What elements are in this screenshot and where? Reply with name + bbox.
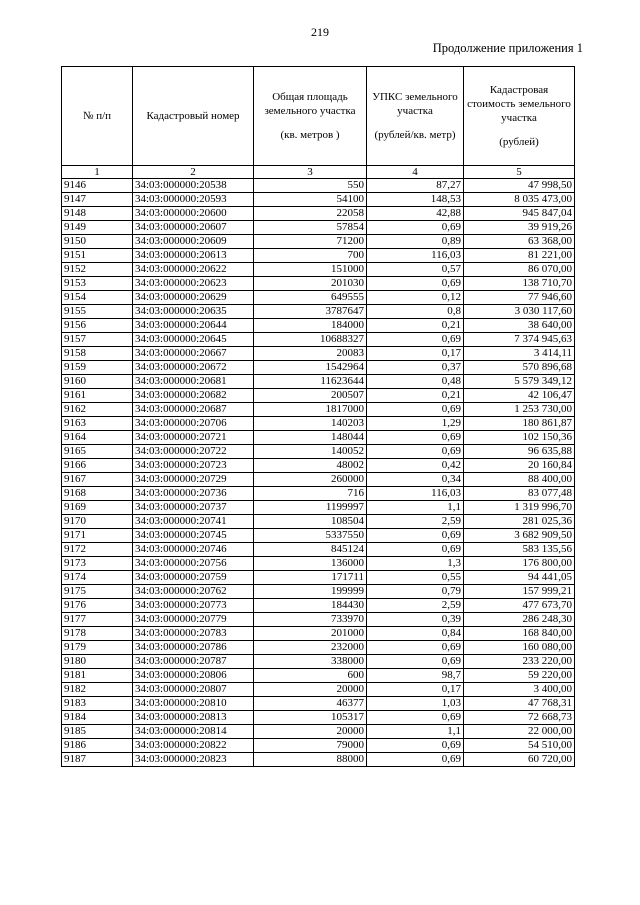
upks-cell: 1,1 <box>367 501 464 515</box>
cadastral-number-cell: 34:03:000000:20779 <box>133 613 254 627</box>
cadastral-number-cell: 34:03:000000:20813 <box>133 711 254 725</box>
row-number-cell: 9171 <box>62 529 133 543</box>
cadastral-number-cell: 34:03:000000:20622 <box>133 263 254 277</box>
table-row <box>62 599 575 613</box>
row-number-cell: 9163 <box>62 417 133 431</box>
upks-cell: 0,69 <box>367 641 464 655</box>
header-cadastral-value-unit: (рублей) <box>499 136 539 148</box>
area-cell: 201030 <box>254 277 367 291</box>
row-number-cell: 9158 <box>62 347 133 361</box>
cadastral-number-cell: 34:03:000000:20822 <box>133 739 254 753</box>
cadastral-number-cell: 34:03:000000:20687 <box>133 403 254 417</box>
table-row <box>62 683 575 697</box>
cadastral-number-cell: 34:03:000000:20623 <box>133 277 254 291</box>
header-total-area-unit: (кв. метров ) <box>280 129 340 141</box>
cadastral-number-cell: 34:03:000000:20538 <box>133 179 254 193</box>
cadastral-value-cell: 7 374 945,63 <box>464 333 575 347</box>
area-cell: 5337550 <box>254 529 367 543</box>
table-body <box>62 179 575 767</box>
table-row <box>62 515 575 529</box>
cadastral-value-cell: 88 400,00 <box>464 473 575 487</box>
cadastral-number-cell: 34:03:000000:20706 <box>133 417 254 431</box>
area-cell: 22058 <box>254 207 367 221</box>
area-cell: 1542964 <box>254 361 367 375</box>
cadastral-number-cell: 34:03:000000:20786 <box>133 641 254 655</box>
cadastral-value-cell: 3 030 117,60 <box>464 305 575 319</box>
cadastral-value-cell: 77 946,60 <box>464 291 575 305</box>
area-cell: 171711 <box>254 571 367 585</box>
cadastral-value-cell: 286 248,30 <box>464 613 575 627</box>
header-upks <box>367 67 464 166</box>
row-number-cell: 9173 <box>62 557 133 571</box>
row-number-cell: 9186 <box>62 739 133 753</box>
area-cell: 11623644 <box>254 375 367 389</box>
upks-cell: 0,69 <box>367 655 464 669</box>
cadastral-value-cell: 38 640,00 <box>464 319 575 333</box>
table-row <box>62 753 575 767</box>
area-cell: 20083 <box>254 347 367 361</box>
row-number-cell: 9176 <box>62 599 133 613</box>
row-number-cell: 9154 <box>62 291 133 305</box>
row-number-cell: 9150 <box>62 235 133 249</box>
table-row <box>62 375 575 389</box>
area-cell: 338000 <box>254 655 367 669</box>
cadastral-number-cell: 34:03:000000:20609 <box>133 235 254 249</box>
table-row <box>62 557 575 571</box>
row-number-cell: 9161 <box>62 389 133 403</box>
header-cadastral-value-title: Кадастровая стоимость земельного участка <box>467 84 571 124</box>
cadastral-value-cell: 5 579 349,12 <box>464 375 575 389</box>
area-cell: 148044 <box>254 431 367 445</box>
table-row <box>62 543 575 557</box>
upks-cell: 0,39 <box>367 613 464 627</box>
upks-cell: 0,69 <box>367 445 464 459</box>
table-row <box>62 739 575 753</box>
row-number-cell: 9170 <box>62 515 133 529</box>
upks-cell: 0,69 <box>367 711 464 725</box>
row-number-cell: 9179 <box>62 641 133 655</box>
area-cell: 88000 <box>254 753 367 767</box>
cadastral-value-cell: 138 710,70 <box>464 277 575 291</box>
cadastral-number-cell: 34:03:000000:20607 <box>133 221 254 235</box>
header-row-number: № п/п <box>62 67 133 166</box>
table-row <box>62 725 575 739</box>
row-number-cell: 9172 <box>62 543 133 557</box>
area-cell: 184430 <box>254 599 367 613</box>
table-row <box>62 655 575 669</box>
cadastral-value-cell: 160 080,00 <box>464 641 575 655</box>
cadastral-value-cell: 20 160,84 <box>464 459 575 473</box>
upks-cell: 116,03 <box>367 249 464 263</box>
cadastral-value-cell: 63 368,00 <box>464 235 575 249</box>
table-row <box>62 641 575 655</box>
area-cell: 184000 <box>254 319 367 333</box>
row-number-cell: 9152 <box>62 263 133 277</box>
table-row <box>62 263 575 277</box>
area-cell: 199999 <box>254 585 367 599</box>
area-cell: 105317 <box>254 711 367 725</box>
column-number: 2 <box>133 166 254 179</box>
row-number-cell: 9184 <box>62 711 133 725</box>
area-cell: 20000 <box>254 725 367 739</box>
upks-cell: 116,03 <box>367 487 464 501</box>
cadastral-value-cell: 22 000,00 <box>464 725 575 739</box>
cadastral-number-cell: 34:03:000000:20629 <box>133 291 254 305</box>
area-cell: 10688327 <box>254 333 367 347</box>
cadastral-value-cell: 477 673,70 <box>464 599 575 613</box>
upks-cell: 0,55 <box>367 571 464 585</box>
table-row <box>62 403 575 417</box>
cadastral-number-cell: 34:03:000000:20613 <box>133 249 254 263</box>
row-number-cell: 9147 <box>62 193 133 207</box>
cadastral-number-cell: 34:03:000000:20806 <box>133 669 254 683</box>
cadastral-value-cell: 81 221,00 <box>464 249 575 263</box>
column-number: 3 <box>254 166 367 179</box>
table-row <box>62 697 575 711</box>
cadastral-value-cell: 583 135,56 <box>464 543 575 557</box>
column-number: 1 <box>62 166 133 179</box>
table-row <box>62 571 575 585</box>
header-total-area-title: Общая площадь земельного участка <box>264 91 356 117</box>
header-cadastral-value <box>464 67 575 166</box>
table-row <box>62 389 575 403</box>
cadastral-number-cell: 34:03:000000:20667 <box>133 347 254 361</box>
area-cell: 200507 <box>254 389 367 403</box>
area-cell: 108504 <box>254 515 367 529</box>
cadastral-number-cell: 34:03:000000:20773 <box>133 599 254 613</box>
area-cell: 136000 <box>254 557 367 571</box>
row-number-cell: 9185 <box>62 725 133 739</box>
table-row <box>62 361 575 375</box>
row-number-cell: 9187 <box>62 753 133 767</box>
table-row <box>62 249 575 263</box>
cadastral-value-cell: 157 999,21 <box>464 585 575 599</box>
cadastral-value-cell: 72 668,73 <box>464 711 575 725</box>
cadastral-number-cell: 34:03:000000:20787 <box>133 655 254 669</box>
cadastral-number-cell: 34:03:000000:20672 <box>133 361 254 375</box>
table-row <box>62 179 575 193</box>
cadastral-value-cell: 59 220,00 <box>464 669 575 683</box>
table-row <box>62 221 575 235</box>
table-row <box>62 347 575 361</box>
area-cell: 54100 <box>254 193 367 207</box>
area-cell: 201000 <box>254 627 367 641</box>
upks-cell: 0,21 <box>367 319 464 333</box>
upks-cell: 0,17 <box>367 683 464 697</box>
table-row <box>62 459 575 473</box>
row-number-cell: 9160 <box>62 375 133 389</box>
cadastral-number-cell: 34:03:000000:20723 <box>133 459 254 473</box>
row-number-cell: 9146 <box>62 179 133 193</box>
upks-cell: 0,69 <box>367 403 464 417</box>
cadastral-value-cell: 945 847,04 <box>464 207 575 221</box>
row-number-cell: 9166 <box>62 459 133 473</box>
table-row <box>62 235 575 249</box>
cadastral-number-cell: 34:03:000000:20745 <box>133 529 254 543</box>
header-total-area <box>254 67 367 166</box>
cadastral-number-cell: 34:03:000000:20645 <box>133 333 254 347</box>
area-cell: 649555 <box>254 291 367 305</box>
cadastral-value-cell: 54 510,00 <box>464 739 575 753</box>
table-row <box>62 417 575 431</box>
area-cell: 232000 <box>254 641 367 655</box>
cadastral-number-cell: 34:03:000000:20736 <box>133 487 254 501</box>
upks-cell: 148,53 <box>367 193 464 207</box>
row-number-cell: 9149 <box>62 221 133 235</box>
cadastral-value-cell: 42 106,47 <box>464 389 575 403</box>
row-number-cell: 9164 <box>62 431 133 445</box>
upks-cell: 0,48 <box>367 375 464 389</box>
table-row <box>62 319 575 333</box>
table-row <box>62 431 575 445</box>
cadastral-value-cell: 1 319 996,70 <box>464 501 575 515</box>
cadastral-value-cell: 60 720,00 <box>464 753 575 767</box>
cadastral-value-cell: 570 896,68 <box>464 361 575 375</box>
continuation-note: Продолжение приложения 1 <box>432 41 583 55</box>
row-number-cell: 9182 <box>62 683 133 697</box>
table-row <box>62 529 575 543</box>
table-row <box>62 669 575 683</box>
upks-cell: 0,57 <box>367 263 464 277</box>
upks-cell: 0,69 <box>367 739 464 753</box>
row-number-cell: 9175 <box>62 585 133 599</box>
upks-cell: 0,69 <box>367 529 464 543</box>
upks-cell: 0,69 <box>367 221 464 235</box>
row-number-cell: 9157 <box>62 333 133 347</box>
upks-cell: 0,42 <box>367 459 464 473</box>
cadastral-number-cell: 34:03:000000:20807 <box>133 683 254 697</box>
area-cell: 1817000 <box>254 403 367 417</box>
row-number-cell: 9181 <box>62 669 133 683</box>
upks-cell: 0,21 <box>367 389 464 403</box>
area-cell: 151000 <box>254 263 367 277</box>
area-cell: 3787647 <box>254 305 367 319</box>
cadastral-value-cell: 86 070,00 <box>464 263 575 277</box>
cadastral-number-cell: 34:03:000000:20746 <box>133 543 254 557</box>
row-number-cell: 9148 <box>62 207 133 221</box>
cadastral-value-cell: 3 682 909,50 <box>464 529 575 543</box>
row-number-cell: 9151 <box>62 249 133 263</box>
cadastral-value-cell: 83 077,48 <box>464 487 575 501</box>
area-cell: 20000 <box>254 683 367 697</box>
row-number-cell: 9183 <box>62 697 133 711</box>
upks-cell: 0,17 <box>367 347 464 361</box>
column-number: 4 <box>367 166 464 179</box>
upks-cell: 0,69 <box>367 753 464 767</box>
area-cell: 140052 <box>254 445 367 459</box>
cadastral-number-cell: 34:03:000000:20721 <box>133 431 254 445</box>
upks-cell: 2,59 <box>367 515 464 529</box>
area-cell: 140203 <box>254 417 367 431</box>
cadastral-number-cell: 34:03:000000:20814 <box>133 725 254 739</box>
table-row <box>62 277 575 291</box>
table-row <box>62 473 575 487</box>
table-row <box>62 501 575 515</box>
table-row <box>62 333 575 347</box>
table-row <box>62 291 575 305</box>
upks-cell: 0,12 <box>367 291 464 305</box>
cadastral-value-cell: 3 400,00 <box>464 683 575 697</box>
table-row <box>62 207 575 221</box>
cadastral-number-cell: 34:03:000000:20600 <box>133 207 254 221</box>
row-number-cell: 9168 <box>62 487 133 501</box>
table-row <box>62 445 575 459</box>
upks-cell: 0,69 <box>367 277 464 291</box>
row-number-cell: 9159 <box>62 361 133 375</box>
header-cadastral-number: Кадастровый номер <box>133 67 254 166</box>
cadastral-number-cell: 34:03:000000:20737 <box>133 501 254 515</box>
cadastral-value-cell: 180 861,87 <box>464 417 575 431</box>
upks-cell: 0,79 <box>367 585 464 599</box>
column-number-row <box>62 166 575 179</box>
table-row <box>62 487 575 501</box>
area-cell: 700 <box>254 249 367 263</box>
upks-cell: 0,34 <box>367 473 464 487</box>
upks-cell: 0,84 <box>367 627 464 641</box>
table-header-row <box>62 67 575 166</box>
upks-cell: 1,29 <box>367 417 464 431</box>
row-number-cell: 9178 <box>62 627 133 641</box>
row-number-cell: 9167 <box>62 473 133 487</box>
area-cell: 260000 <box>254 473 367 487</box>
area-cell: 845124 <box>254 543 367 557</box>
cadastral-value-cell: 3 414,11 <box>464 347 575 361</box>
area-cell: 716 <box>254 487 367 501</box>
table-row <box>62 305 575 319</box>
table-row <box>62 193 575 207</box>
cadastral-value-cell: 47 768,31 <box>464 697 575 711</box>
row-number-cell: 9155 <box>62 305 133 319</box>
cadastral-value-cell: 96 635,88 <box>464 445 575 459</box>
cadastral-value-cell: 94 441,05 <box>464 571 575 585</box>
area-cell: 550 <box>254 179 367 193</box>
cadastral-number-cell: 34:03:000000:20682 <box>133 389 254 403</box>
page-number: 219 <box>311 25 329 39</box>
cadastral-number-cell: 34:03:000000:20823 <box>133 753 254 767</box>
area-cell: 71200 <box>254 235 367 249</box>
upks-cell: 0,37 <box>367 361 464 375</box>
upks-cell: 42,88 <box>367 207 464 221</box>
cadastral-number-cell: 34:03:000000:20729 <box>133 473 254 487</box>
upks-cell: 1,03 <box>367 697 464 711</box>
cadastral-number-cell: 34:03:000000:20762 <box>133 585 254 599</box>
cadastral-value-cell: 176 800,00 <box>464 557 575 571</box>
row-number-cell: 9156 <box>62 319 133 333</box>
upks-cell: 98,7 <box>367 669 464 683</box>
row-number-cell: 9169 <box>62 501 133 515</box>
header-upks-unit: (рублей/кв. метр) <box>374 129 456 141</box>
row-number-cell: 9165 <box>62 445 133 459</box>
upks-cell: 87,27 <box>367 179 464 193</box>
cadastral-value-table <box>61 66 575 767</box>
cadastral-value-cell: 1 253 730,00 <box>464 403 575 417</box>
cadastral-number-cell: 34:03:000000:20644 <box>133 319 254 333</box>
upks-cell: 0,69 <box>367 333 464 347</box>
cadastral-value-cell: 8 035 473,00 <box>464 193 575 207</box>
area-cell: 79000 <box>254 739 367 753</box>
row-number-cell: 9153 <box>62 277 133 291</box>
table-row <box>62 627 575 641</box>
upks-cell: 1,1 <box>367 725 464 739</box>
cadastral-number-cell: 34:03:000000:20741 <box>133 515 254 529</box>
cadastral-number-cell: 34:03:000000:20756 <box>133 557 254 571</box>
upks-cell: 0,89 <box>367 235 464 249</box>
row-number-cell: 9177 <box>62 613 133 627</box>
cadastral-number-cell: 34:03:000000:20759 <box>133 571 254 585</box>
area-cell: 57854 <box>254 221 367 235</box>
table-row <box>62 585 575 599</box>
area-cell: 600 <box>254 669 367 683</box>
upks-cell: 0,8 <box>367 305 464 319</box>
upks-cell: 1,3 <box>367 557 464 571</box>
cadastral-number-cell: 34:03:000000:20722 <box>133 445 254 459</box>
cadastral-value-cell: 47 998,50 <box>464 179 575 193</box>
upks-cell: 0,69 <box>367 543 464 557</box>
cadastral-number-cell: 34:03:000000:20783 <box>133 627 254 641</box>
cadastral-value-cell: 39 919,26 <box>464 221 575 235</box>
cadastral-number-cell: 34:03:000000:20635 <box>133 305 254 319</box>
cadastral-value-cell: 233 220,00 <box>464 655 575 669</box>
row-number-cell: 9180 <box>62 655 133 669</box>
cadastral-number-cell: 34:03:000000:20681 <box>133 375 254 389</box>
row-number-cell: 9174 <box>62 571 133 585</box>
area-cell: 46377 <box>254 697 367 711</box>
area-cell: 1199997 <box>254 501 367 515</box>
cadastral-number-cell: 34:03:000000:20810 <box>133 697 254 711</box>
column-number: 5 <box>464 166 575 179</box>
upks-cell: 2,59 <box>367 599 464 613</box>
table-row <box>62 613 575 627</box>
area-cell: 48002 <box>254 459 367 473</box>
header-upks-title: УПКС земельного участка <box>372 91 458 117</box>
area-cell: 733970 <box>254 613 367 627</box>
cadastral-value-cell: 281 025,36 <box>464 515 575 529</box>
upks-cell: 0,69 <box>367 431 464 445</box>
row-number-cell: 9162 <box>62 403 133 417</box>
table-row <box>62 711 575 725</box>
cadastral-number-cell: 34:03:000000:20593 <box>133 193 254 207</box>
cadastral-value-cell: 168 840,00 <box>464 627 575 641</box>
cadastral-value-cell: 102 150,36 <box>464 431 575 445</box>
